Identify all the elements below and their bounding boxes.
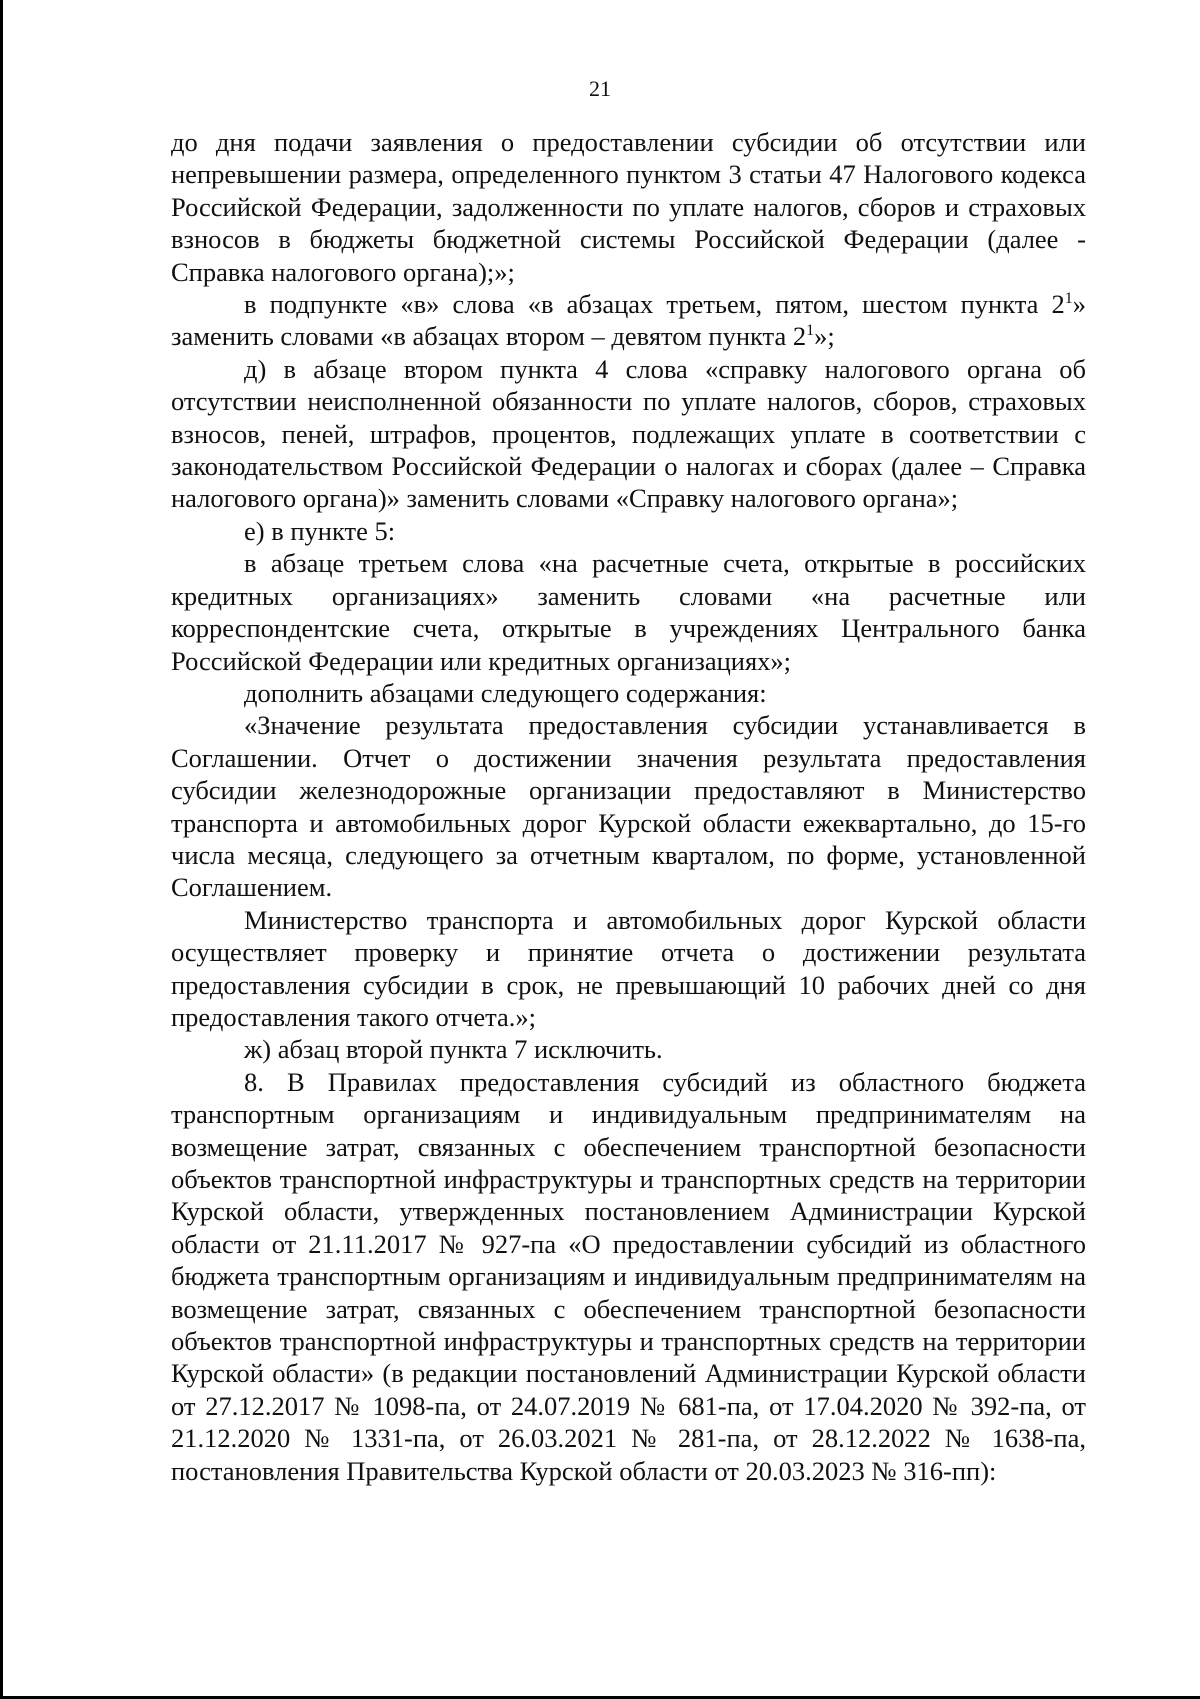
- paragraph-section-8: 8. В Правилах предоставления субсидий из областного бюджета транспортным организациям и индивидуальным предпринимателям на возмещение затрат, связанных с обеспечением транспортной безопасности объектов транспортной инфраструктуры и транспортных средств на территории Курской области, утвержденных постановлением Администрации Курской области от 21.11.2017 № 927-па «О предоставлении субсидий из областного бюджета транспортным организациям и индивидуальным предпринимателям на возмещение затрат, связанных с обеспечением транспортной безопасности объектов транспортной инфраструктуры и транспортных средств на территории Курской области» (в редакции постановлений Администрации Курской области от 27.12.2017 № 1098-па, от 24.07.2019 № 681-па, от 17.04.2020 № 392-па, от 21.12.2020 № 1331-па, от 26.03.2021 № 281-па, от 28.12.2022 № 1638-па, постановления Правительства Курской области от 20.03.2023 № 316-пп):: [171, 1066, 1086, 1486]
- page-left-edge: [0, 0, 3, 1699]
- paragraph-item-e-add: дополнить абзацами следующего содержания:: [244, 677, 767, 708]
- paragraph-item-zh: ж) абзац второй пункта 7 исключить.: [244, 1034, 663, 1065]
- paragraph-quote-result: «Значение результата предоставления субсидии устанавливается в Соглашении. Отчет о достижении значения результата предоставления субсидии железнодорожные организации предоставляют в Министерство транспорта и автомобильных дорог Курской области ежеквартально, до 15-го числа месяца, следующего за отчетным кварталом, по форме, установленной Соглашением.: [171, 710, 1086, 903]
- paragraph-text: »;: [814, 321, 835, 352]
- page-number: 21: [589, 76, 611, 101]
- paragraph-text: » заменить словами «в абзацах втором – девятом пункта 2: [171, 289, 1086, 352]
- document-body: [171, 126, 1086, 1487]
- paragraph-subitem-v: [171, 288, 1086, 353]
- paragraph-text: в подпункте «в» слова «в абзацах третьем, пятом, шестом пункта 2: [244, 289, 1065, 320]
- paragraph-quote-ministry: Министерство транспорта и автомобильных дорог Курской области осуществляет проверку и принятие отчета о достижении результата предоставления субсидии в срок, не превышающий 10 рабочих дней со дня предоставления такого отчета.»;: [171, 904, 1086, 1032]
- superscript: 1: [806, 322, 815, 340]
- paragraph-item-d: д) в абзаце втором пункта 4 слова «справку налогового органа об отсутствии неисполненной обязанности по уплате налогов, сборов, страховых взносов, пеней, штрафов, процентов, подлежащих уплате в соответствии с законодательством Российской Федерации о налогах и сборах (далее – Справка налогового органа)» заменить словами «Справку налогового органа»;: [171, 353, 1086, 514]
- paragraph-continuation: до дня подачи заявления о предоставлении субсидии об отсутствии или непревышении размера, определенного пунктом 3 статьи 47 Налогового кодекса Российской Федерации, задолженности по уплате налогов, сборов и страховых взносов в бюджеты бюджетной системы Российской Федерации (далее - Справка налогового органа);»;: [171, 127, 1086, 287]
- paragraph-item-e-third: в абзаце третьем слова «на расчетные счета, открытые в российских кредитных организациях» заменить словами «на расчетные или корреспондентские счета, открытые в учреждениях Центрального банка Российской Федерации или кредитных организациях»;: [171, 548, 1086, 676]
- paragraph-item-e: е) в пункте 5:: [244, 515, 396, 546]
- superscript: 1: [1064, 290, 1073, 308]
